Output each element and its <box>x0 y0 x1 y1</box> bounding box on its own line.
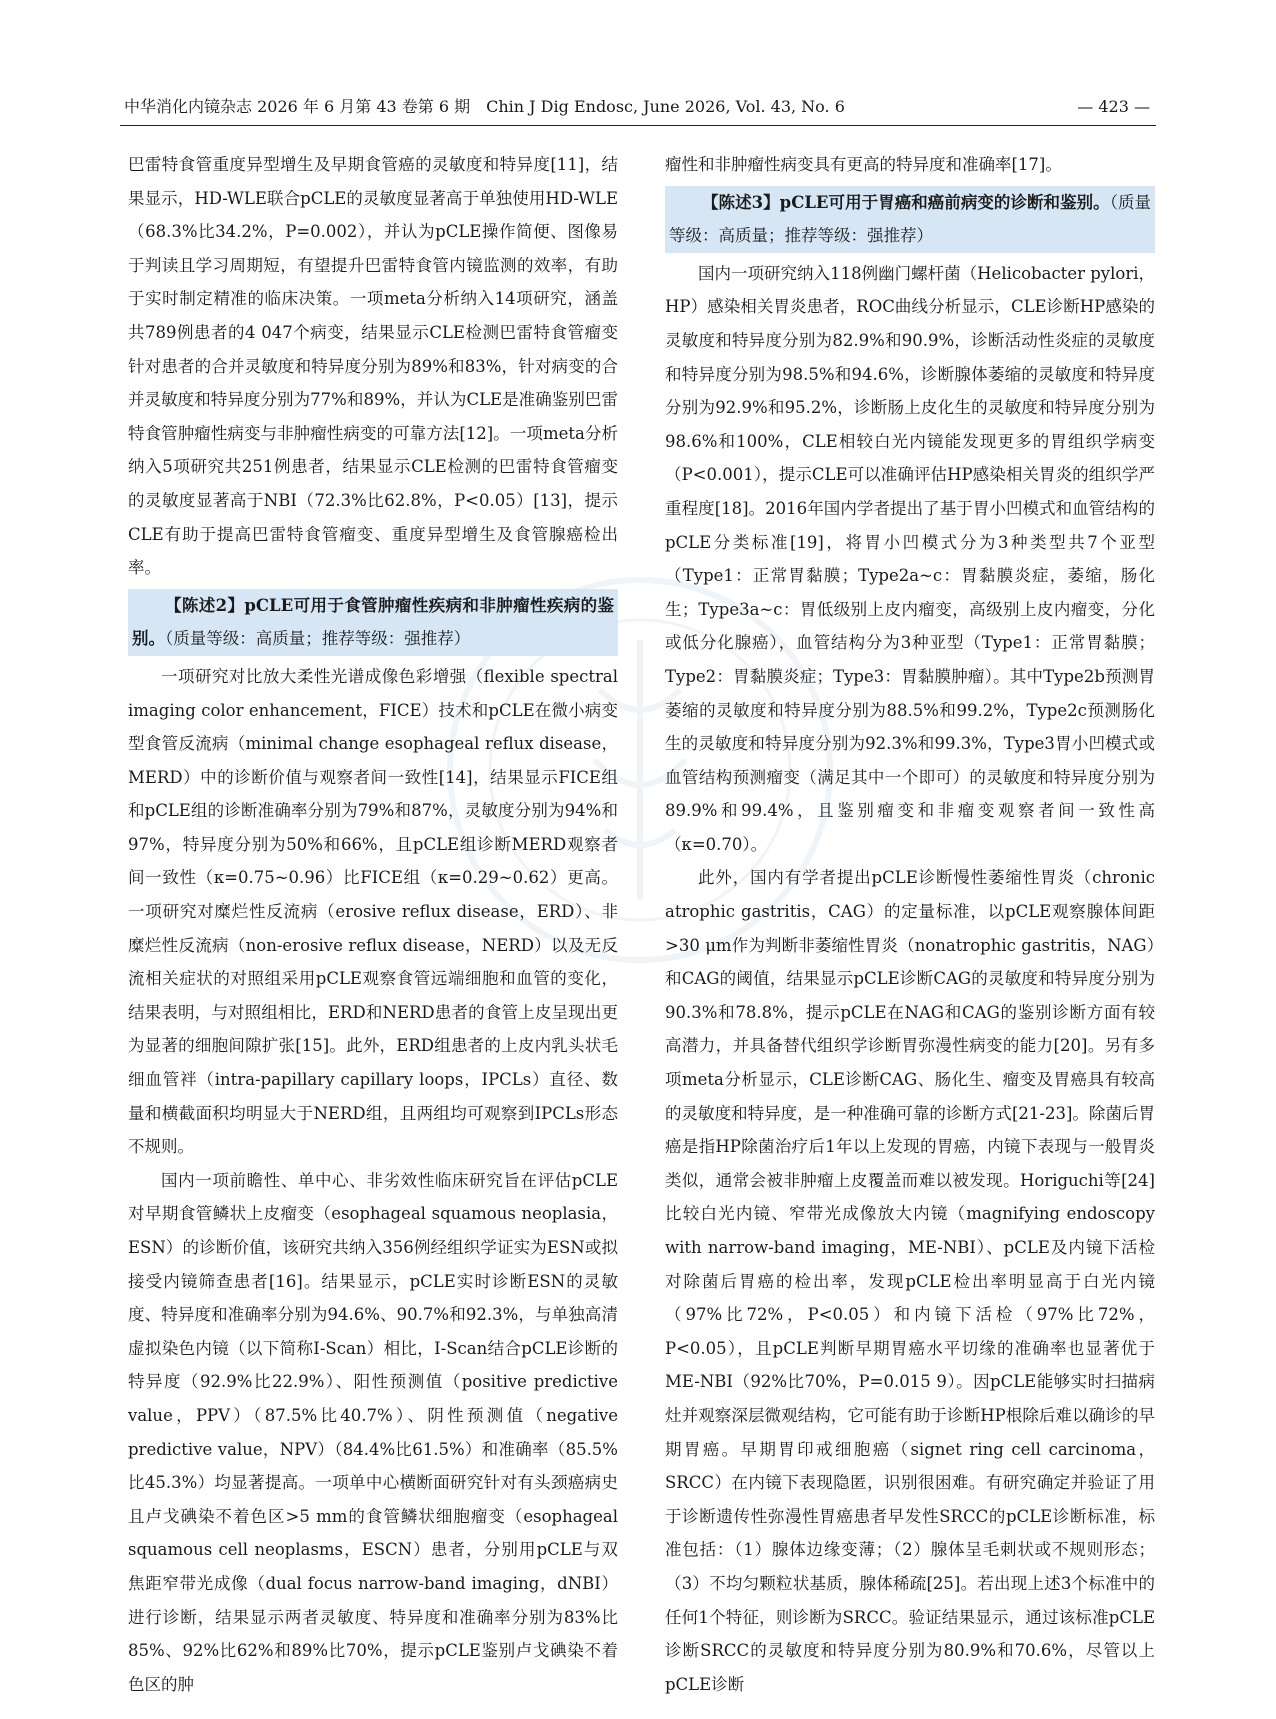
right-column <box>665 148 1155 1701</box>
statement-title: 【陈述2】pCLE可用于食管肿瘤性疾病和非肿瘤性疾病的鉴别。 <box>132 595 614 649</box>
recommendation-statement <box>665 186 1155 253</box>
body-paragraph: 瘤性和非肿瘤性病变具有更高的特异度和准确率[17]。 <box>665 155 1062 174</box>
body-paragraph: 国内一项研究纳入118例幽门螺杆菌（Helicobacter pylori，HP）感染相关胃炎患者，ROC曲线分析显示，CLE诊断HP感染的灵敏度和特异度分别为82.9%和90.9%，诊断活动性炎症的灵敏度和特异度分别为98.5%和94.6%，诊断腺体萎缩的灵敏度和特异度分别为92.9%和95.2%，诊断肠上皮化生的灵敏度和特异度分别为98.6%和100%，CLE相较白光内镜能发现更多的胃组织学病变（P<0.001），提示CLE可以准确评估HP感染相关胃炎的组织学严重程度[18]。2016年国内学者提出了基于胃小凹模式和血管结构的pCLE分类标准[19]，将胃小凹模式分为3种类型共7个亚型（Type1：正常胃黏膜；Type2a~c：胃黏膜炎症，萎缩，肠化生；Type3a~c：胃低级别上皮内瘤变，高级别上皮内瘤变，分化或低分化腺癌），血管结构分为3种亚型（Type1：正常胃黏膜；Type2：胃黏膜炎症；Type3：胃黏膜肿瘤）。其中Type2b预测胃萎缩的灵敏度和特异度分别为88.5%和99.2%，Type2c预测肠化生的灵敏度和特异度分别为92.3%和99.3%，Type3胃小凹模式或血管结构预测瘤变（满足其中一个即可）的灵敏度和特异度分别为89.9%和99.4%，且鉴别瘤变和非瘤变观察者间一致性高（κ=0.70）。 <box>665 263 1155 854</box>
recommendation-statement <box>128 589 618 656</box>
body-paragraph: 一项研究对比放大柔性光谱成像色彩增强（flexible spectral imaging color enhancement，FICE）技术和pCLE在微小病变型食管反流病（minimal change esophageal reflux disease，MERD）中的诊断价值与观察者间一致性[14]，结果显示FICE组和pCLE组的诊断准确率分别为79%和87%，灵敏度分别为94%和97%，特异度分别为50%和66%，且pCLE组诊断MERD观察者间一致性（κ=0.75~0.96）比FICE组（κ=0.29~0.62）更高。一项研究对糜烂性反流病（erosive reflux disease，ERD）、非糜烂性反流病（non-erosive reflux disease，NERD）以及无反流相关症状的对照组采用pCLE观察食管远端细胞和血管的变化，结果表明，与对照组相比，ERD和NERD患者的食管上皮呈现出更为显著的细胞间隙扩张[15]。此外，ERD组患者的上皮内乳头状毛细血管袢（intra-papillary capillary loops，IPCLs）直径、数量和横截面积均明显大于NERD组，且两组均可观察到IPCLs形态不规则。 <box>128 666 618 1157</box>
left-column <box>128 148 618 1701</box>
body-paragraph: 国内一项前瞻性、单中心、非劣效性临床研究旨在评估pCLE对早期食管鳞状上皮瘤变（esophageal squamous neoplasia，ESN）的诊断价值，该研究共纳入356例经组织学证实为ESN或拟接受内镜筛查患者[16]。结果显示，pCLE实时诊断ESN的灵敏度、特异度和准确率分别为94.6%、90.7%和92.3%，与单独高清虚拟染色内镜（以下简称I-Scan）相比，I-Scan结合pCLE诊断的特异度（92.9%比22.9%）、阳性预测值（positive predictive value，PPV）（87.5%比40.7%）、阴性预测值（negative predictive value，NPV）（84.4%比61.5%）和准确率（85.5%比45.3%）均显著提高。一项单中心横断面研究针对有头颈癌病史且卢戈碘染不着色区>5 mm的食管鳞状细胞瘤变（esophageal squamous cell neoplasms，ESCN）患者，分别用pCLE与双焦距窄带光成像（dual focus narrow-band imaging，dNBI）进行诊断，结果显示两者灵敏度、特异度和准确率分别为83%比85%、92%比62%和89%比70%，提示pCLE鉴别卢戈碘染不着色区的肿 <box>128 1170 618 1694</box>
page-number: — 423 — <box>1077 97 1150 116</box>
header-rule <box>120 125 1156 126</box>
running-header <box>120 96 1156 126</box>
statement-title: 【陈述3】pCLE可用于胃癌和癌前病变的诊断和鉴别。 <box>702 192 1110 212</box>
journal-citation: 中华消化内镜杂志 2026 年 6 月第 43 卷第 6 期 Chin J Dig Endosc, June 2026, Vol. 43, No. 6 <box>124 97 845 116</box>
statement-grade: （质量等级：高质量；推荐等级：强推荐） <box>669 192 1152 246</box>
statement-grade: （质量等级：高质量；推荐等级：强推荐） <box>165 629 471 649</box>
body-paragraph: 此外，国内有学者提出pCLE诊断慢性萎缩性胃炎（chronic atrophic gastritis，CAG）的定量标准，以pCLE观察腺体间距>30 μm作为判断非萎缩性胃炎（nonatrophic gastritis，NAG）和CAG的阈值，结果显示pCLE诊断CAG的灵敏度和特异度分别为90.3%和78.8%，提示pCLE在NAG和CAG的鉴别诊断方面有较高潜力，并具备替代组织学诊断胃弥漫性病变的能力[20]。另有多项meta分析显示，CLE诊断CAG、肠化生、瘤变及胃癌具有较高的灵敏度和特异度，是一种准确可靠的诊断方式[21-23]。除菌后胃癌是指HP除菌治疗后1年以上发现的胃癌，内镜下表现与一般胃炎类似，通常会被非肿瘤上皮覆盖而难以被发现。Horiguchi等[24]比较白光内镜、窄带光成像放大内镜（magnifying endoscopy with narrow-band imaging，ME-NBI）、pCLE及内镜下活检对除菌后胃癌的检出率，发现pCLE检出率明显高于白光内镜（97%比72%，P<0.05）和内镜下活检（97%比72%，P<0.05），且pCLE判断早期胃癌水平切缘的准确率也显著优于ME-NBI（92%比70%，P=0.015 9）。因pCLE能够实时扫描病灶并观察深层微观结构，它可能有助于诊断HP根除后难以确诊的早期胃癌。早期胃印戒细胞癌（signet ring cell carcinoma，SRCC）在内镜下表现隐匿，识别很困难。有研究确定并验证了用于诊断遗传性弥漫性胃癌患者早发性SRCC的pCLE诊断标准，标准包括：（1）腺体边缘变薄；（2）腺体呈毛刺状或不规则形态；（3）不均匀颗粒状基质，腺体稀疏[25]。若出现上述3个标准中的任何1个特征，则诊断为SRCC。验证结果显示，通过该标准pCLE诊断SRCC的灵敏度和特异度分别为80.9%和70.6%，尽管以上pCLE诊断 <box>665 868 1155 1694</box>
body-paragraph: 巴雷特食管重度异型增生及早期食管癌的灵敏度和特异度[11]，结果显示，HD-WLE联合pCLE的灵敏度显著高于单独使用HD-WLE（68.3%比34.2%，P=0.002），并认为pCLE操作简便、图像易于判读且学习周期短，有望提升巴雷特食管内镜监测的效率，有助于实时制定精准的临床决策。一项meta分析纳入14项研究，涵盖共789例患者的4 047个病变，结果显示CLE检测巴雷特食管瘤变针对患者的合并灵敏度和特异度分别为89%和83%，针对病变的合并灵敏度和特异度分别为77%和89%，并认为CLE是准确鉴别巴雷特食管肿瘤性病变与非肿瘤性病变的可靠方法[12]。一项meta分析纳入5项研究共251例患者，结果显示CLE检测的巴雷特食管瘤变的灵敏度显著高于NBI（72.3%比62.8%，P<0.05）[13]，提示CLE有助于提高巴雷特食管瘤变、重度异型增生及食管腺癌检出率。 <box>128 155 618 578</box>
